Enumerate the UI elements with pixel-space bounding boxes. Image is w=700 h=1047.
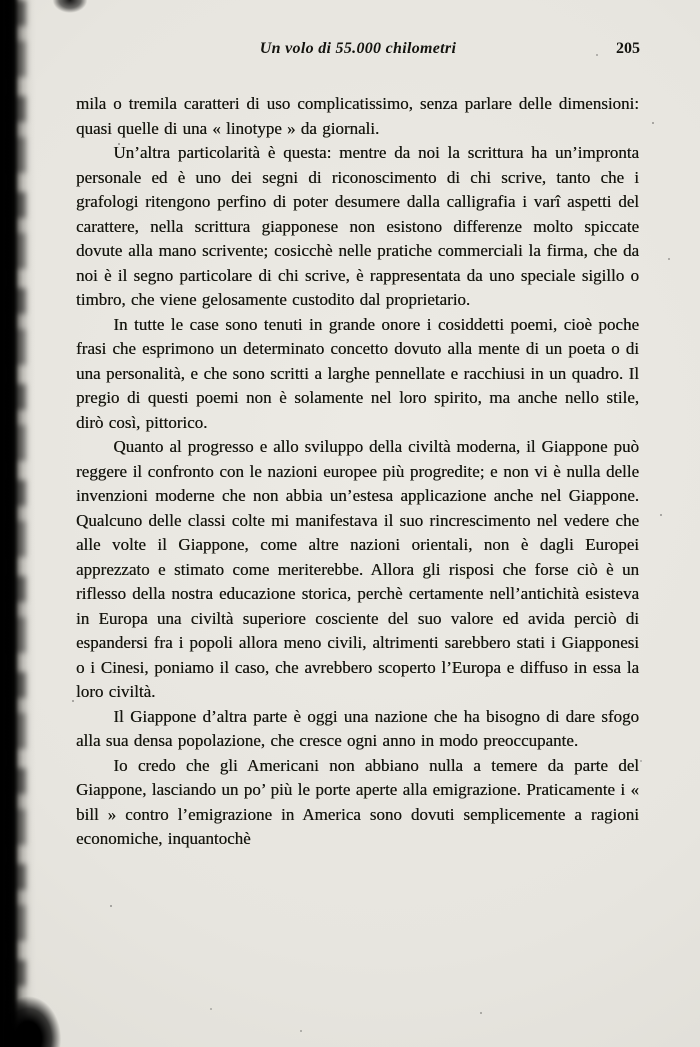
running-header-title: Un volo di 55.000 chilometri	[259, 40, 457, 57]
page-number: 205	[616, 40, 640, 57]
paragraph: Io credo che gli Americani non abbiano nulla a temere da parte del Giappone, lasciando un po’ più le porte aperte alla emigrazione. Praticamente i « bill » contro l’emigrazione in America sono dovuti semplicemente a ragioni economiche, inquantochè	[76, 755, 639, 848]
scan-edge-wobble-artifact	[12, 0, 26, 1047]
paragraph-continuation: mila o tremila caratteri di uso complicatissimo, senza parlare delle dimensioni: quasi quelle di una « linotype » da giornali.	[76, 94, 639, 138]
paragraph: In tutte le case sono tenuti in grande onore i cosiddetti poemi, cioè poche frasi che esprimono un determinato concetto dovuto alla mente di un poeta o di una personalità, e che sono scritti a larghe pennellate e racchiusi in un quadro. Il pregio di questi poemi non è solamente nel loro spirito, ma anche nello stile, dirò così, pittorico.	[76, 314, 639, 432]
paragraph: Il Giappone d’altra parte è oggi una nazione che ha bisogno di dare sfogo alla sua densa popolazione, che cresce ogni anno in modo preoccupante.	[76, 706, 639, 750]
scan-noise-speckles	[0, 0, 2, 2]
scan-ink-blob-bottom	[4, 961, 90, 1047]
paragraph: Quanto al progresso e allo sviluppo della civiltà moderna, il Giappone può reggere il confronto con le nazioni europee più progredite; e non vi è nulla delle invenzioni moderne che non abbia un’estesa applicazione anche nel Giappone. Qualcuno delle classi colte mi manifestava il suo rincrescimento nel vedere che alle volte il Giappone, come altre nazioni orientali, non è dagli Europei apprezzato e stimato come meriterebbe. Allora gli risposi che forse ciò è un riflesso della nostra educazione storica, perchè certamente nell’antichità esisteva in Europa una civiltà superiore cosciente del suo valore ed avida perciò di espandersi fra i popoli allora meno civili, altrimenti sarebbero stati i Giapponesi o i Cinesi, poniamo il caso, che avrebbero scoperto l’Europa e diffuso in essa la loro civiltà.	[76, 437, 639, 701]
scan-edge-artifact	[0, 0, 60, 1047]
page-body	[76, 92, 639, 852]
scan-ink-blob-top	[48, 0, 92, 24]
paragraph: Un’altra particolarità è questa: mentre da noi la scrittura ha un’impronta personale ed è uno dei segni di riconoscimento di chi scrive, tanto che i grafologi ritengono perfino di poter desumere dalla calligrafia i varî aspetti del carattere, nella scrittura giapponese non esistono differenze molto spiccate dovute alla mano scrivente; cosicchè nelle pratiche commerciali la firma, che da noi è il segno particolare di chi scrive, è rappresentata da uno speciale sigillo o timbro, che viene gelosamente custodito dal proprietario.	[76, 143, 639, 309]
running-header	[76, 40, 640, 62]
